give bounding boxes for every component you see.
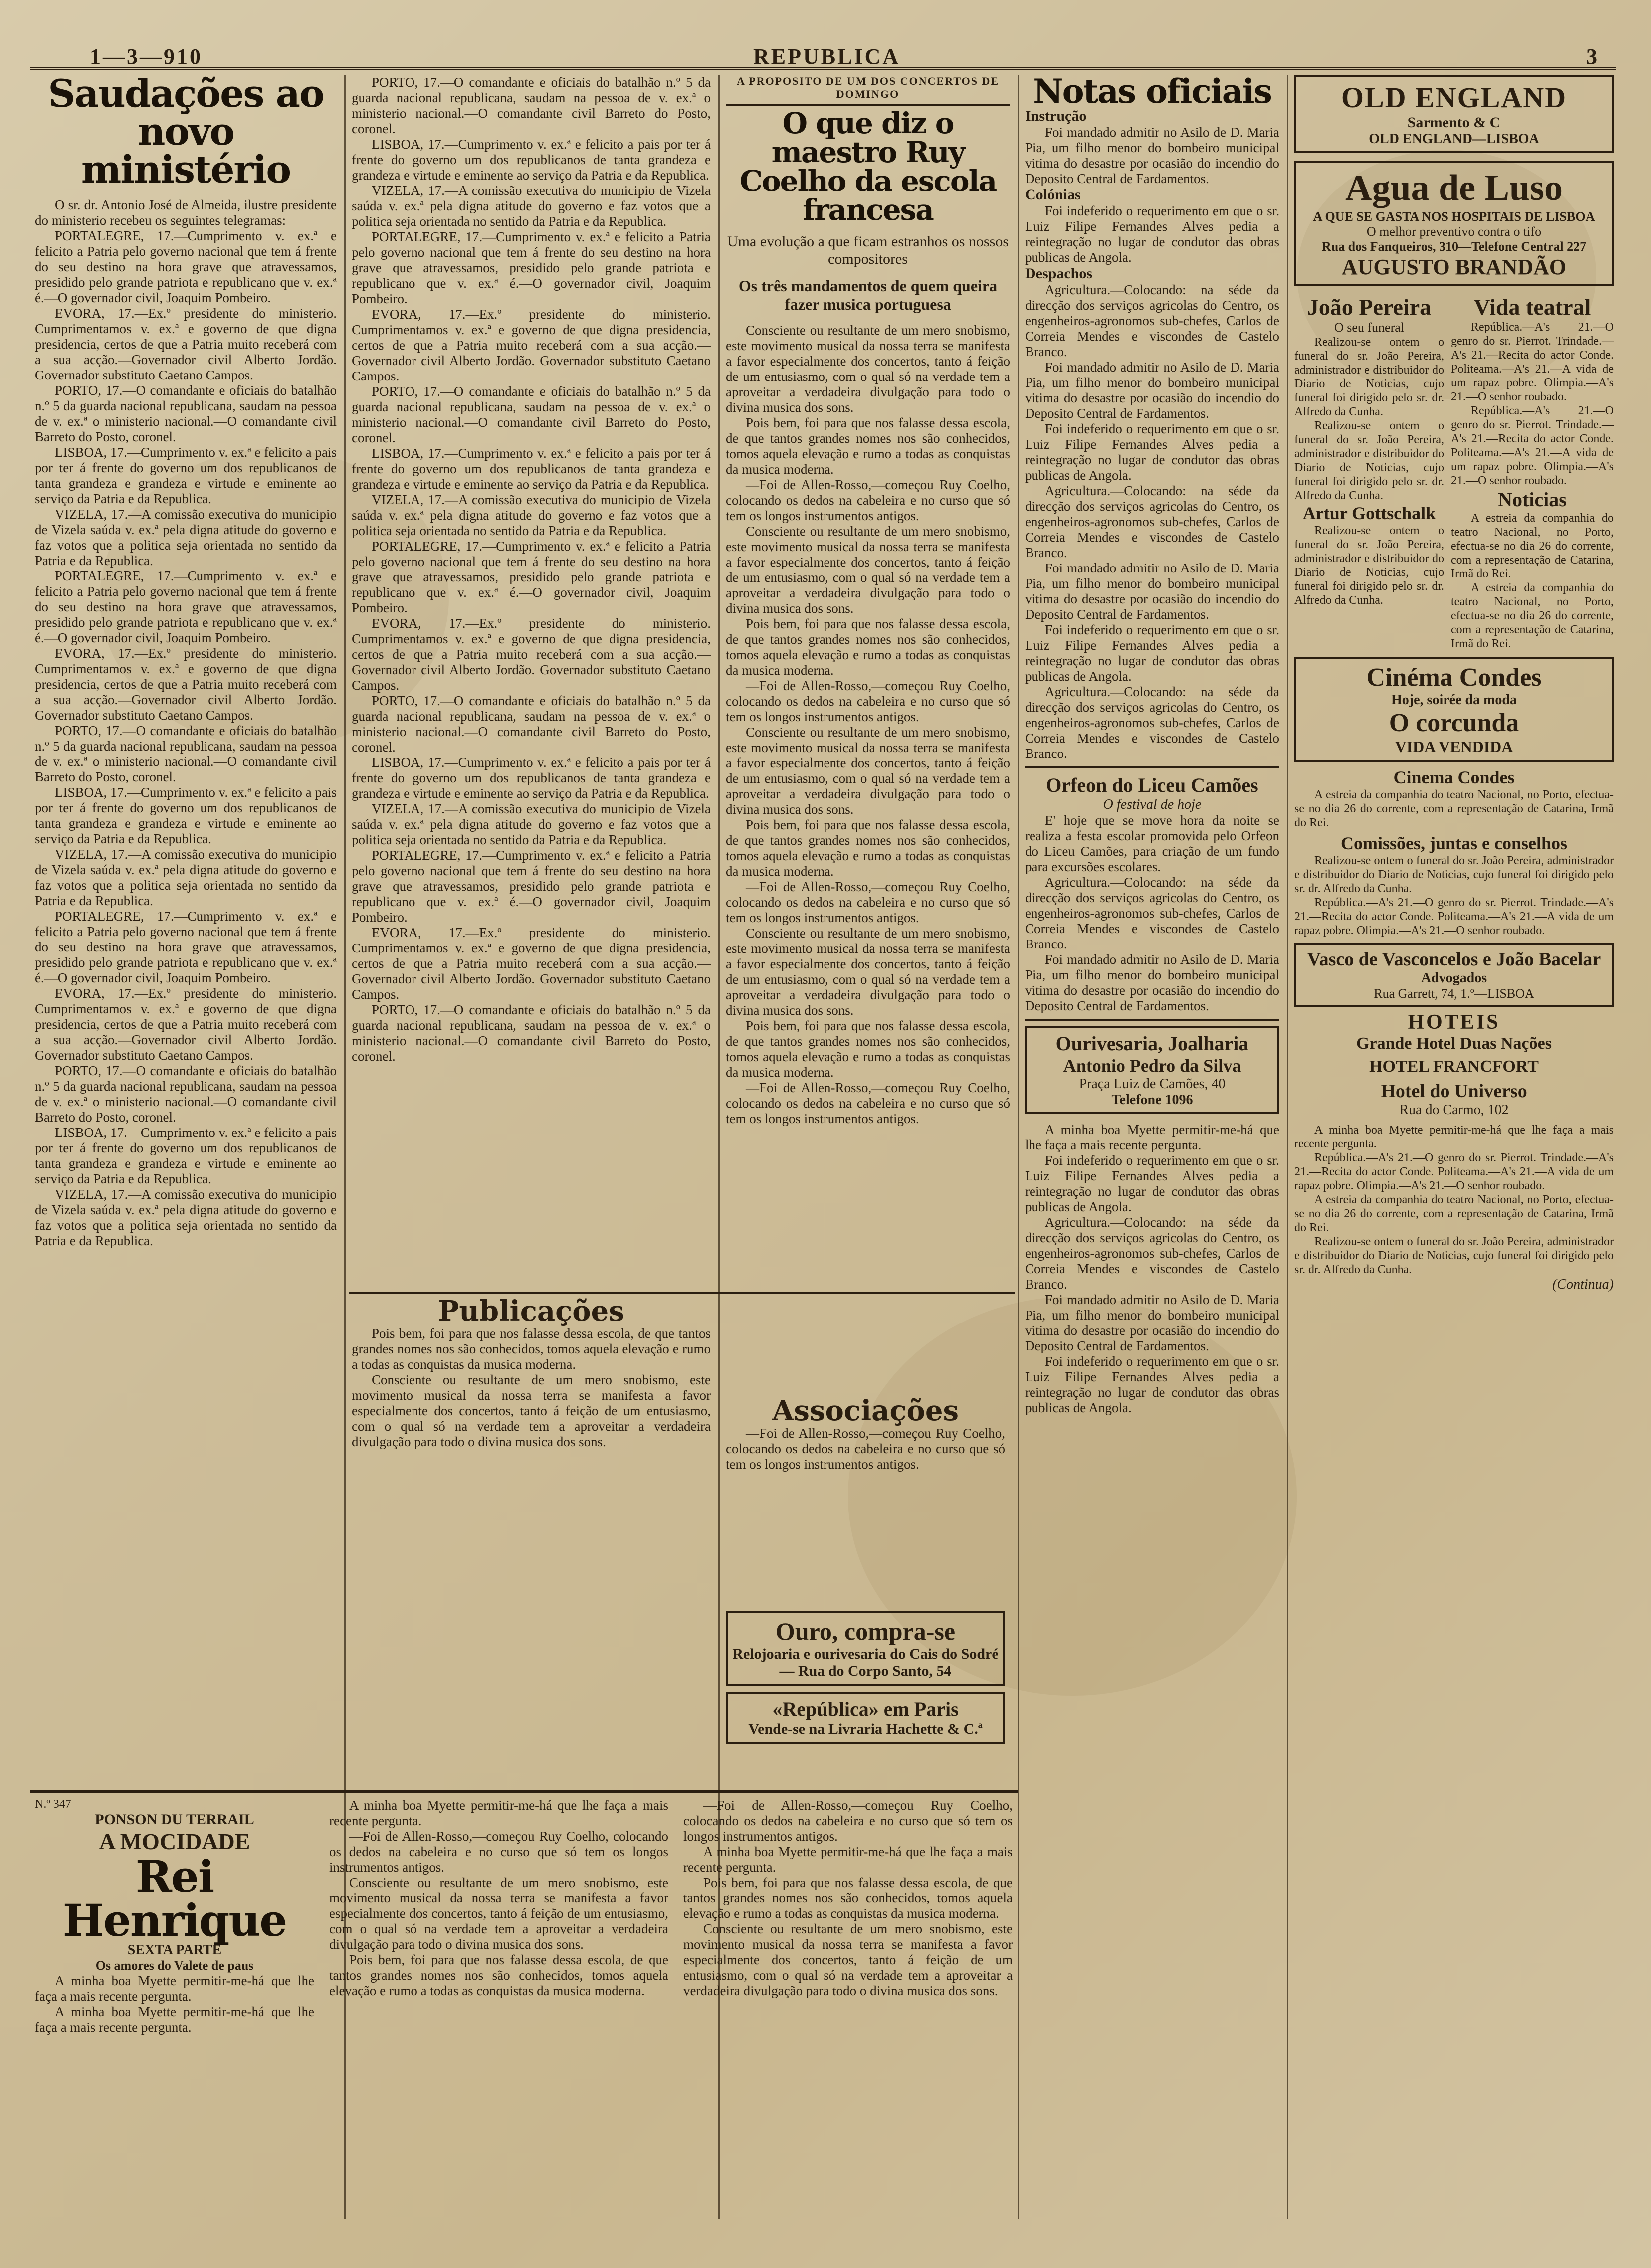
rule	[1025, 766, 1279, 768]
article-paragraph: EVORA, 17.—Ex.º presidente do ministerio. Cumprimentamos v. ex.ª e governo de que digna presidencia, certos de que a Patria muito receberá com a sua acção.—Governador civil Alberto Jordão. Governador substituto Caetano Campos.	[35, 986, 337, 1063]
ourives-phone: Telefone 1096	[1111, 1092, 1193, 1108]
article-paragraph: Consciente ou resultante de um mero snobismo, este movimento musical da nossa terra se manifesta a favor especialmente dos concertos, tanto á feição de um entusiasmo, com o qual só na verdade tem a aproveitar a verdadeira divulgação para todo o divina musica dos sons.	[726, 724, 1010, 817]
article-paragraph: Pois bem, foi para que nos falasse dessa escola, de que tantos grandes nomes nos são conhecidos, tomos aquela elevação e rumo a todas as conquistas da musica moderna.	[726, 1018, 1010, 1080]
ad-ourivesaria	[1025, 1026, 1279, 1114]
article-paragraph: PORTO, 17.—O comandante e oficiais do batalhão n.º 5 da guarda nacional republicana, saudam na pessoa de v. ex.ª o ministerio nacional.—O comandante civil Barreto do Posto, coronel.	[35, 383, 337, 444]
article-paragraph: LISBOA, 17.—Cumprimento v. ex.ª e felicito a pais por ter á frente do governo um dos republicanos de tanta grandeza e grandeza e virtude e eminente ao serviço da Patria e da Republica.	[35, 445, 337, 506]
artur-title: Artur Gottschalk	[1302, 503, 1436, 523]
article-kicker: A PROPOSITO DE UM DOS CONCERTOS DE DOMINGO	[736, 75, 1000, 100]
vasco-title: Vasco de Vasconcelos e João Bacelar	[1307, 949, 1601, 970]
column-5	[1294, 75, 1614, 2219]
cinema-line-1: Hoje, soirée da moda	[1391, 692, 1517, 708]
article-paragraph: Realizou-se ontem o funeral do sr. João Pereira, administrador e distribuidor do Diario de Noticias, cujo funeral foi dirigido pelo sr. dr. Alfredo da Cunha.	[1294, 854, 1614, 895]
folhetim-rule	[30, 1790, 1018, 1793]
folhetim-col-2	[329, 1798, 668, 2035]
headline-saudacoes: Saudações ao novo ministério	[48, 75, 324, 191]
publicacoes-title: Publicações	[438, 1297, 624, 1327]
header-paper-name: REPUBLICA	[753, 44, 901, 69]
article-paragraph: PORTALEGRE, 17.—Cumprimento v. ex.ª e felicito a Patria pelo governo nacional que tem á frente do seu destino na hora grave que atravessamos, presidido pelo grande patriota e republicano que v. ex.ª é.—O governador civil, Joaquim Pombeiro.	[35, 228, 337, 305]
article-paragraph: —Foi de Allen-Rosso,—começou Ruy Coelho, colocando os dedos na cabeleira e no curso que só tem os longos instrumentos antigos.	[683, 1798, 1013, 1844]
paris-text: Vende-se na Livraria Hachette & C.ª	[748, 1721, 983, 1737]
ad-republica-paris	[726, 1692, 1005, 1744]
article-lead: O sr. dr. Antonio José de Almeida, ilustre presidente do ministerio recebeu os seguintes telegramas:	[35, 197, 337, 228]
article-paragraph: —Foi de Allen-Rosso,—começou Ruy Coelho, colocando os dedos na cabeleira e no curso que só tem os longos instrumentos antigos.	[726, 1080, 1010, 1126]
article-paragraph: EVORA, 17.—Ex.º presidente do ministerio. Cumprimentamos v. ex.ª e governo de que digna presidencia, certos de que a Patria muito receberá com a sua acção.—Governador civil Alberto Jordão. Governador substituto Caetano Campos.	[35, 306, 337, 382]
article-paragraph: Agricultura.—Colocando: na séde da direcção dos serviços agricolas do Centro, os engenheiros-agronomos sub-chefes, Carlos de Correia Mendes e viscondes de Castelo Branco.	[1025, 483, 1279, 560]
ad-old-england-brand: Sarmento & C	[1407, 114, 1501, 131]
article-paragraph: —Foi de Allen-Rosso,—começou Ruy Coelho, colocando os dedos na cabeleira e no curso que só tem os longos instrumentos antigos.	[726, 477, 1010, 523]
ad-old-england-title: OLD ENGLAND	[1341, 81, 1567, 114]
folhetim-number: N.º 347	[35, 1798, 71, 1811]
luso-line-4: AUGUSTO BRANDÃO	[1341, 255, 1567, 279]
article-paragraph: E' hoje que se move hora da noite se realiza a festa escolar promovida pelo Orfeon do Liceu Camões, para criação de um fundo para excursões escolares.	[1025, 813, 1279, 874]
publicacoes-block	[352, 1297, 711, 1576]
article-paragraph: Pois bem, foi para que nos falasse dessa escola, de que tantos grandes nomes nos são conhecidos, tomos aquela elevação e rumo a todas as conquistas da musica moderna.	[726, 616, 1010, 678]
ouro-block	[726, 1611, 1005, 1775]
article-paragraph: Consciente ou resultante de um mero snobismo, este movimento musical da nossa terra se manifesta a favor especialmente dos concertos, tanto á feição de um entusiasmo, com o qual só na verdade tem a aproveitar a verdadeira divulgação para todo o divina musica dos sons.	[726, 925, 1010, 1018]
article-paragraph: A estreia da companhia do teatro Nacional, no Porto, efectua-se no dia 26 do corrente, com a representação de Catarina, Irmã do Rei.	[1451, 581, 1614, 650]
vida-block	[1451, 294, 1614, 651]
header-date: 1—3—910	[90, 44, 203, 69]
ourives-address: Praça Luiz de Camões, 40	[1079, 1076, 1226, 1092]
jp-block	[1294, 294, 1444, 651]
article-paragraph: Pois bem, foi para que nos falasse dessa escola, de que tantos grandes nomes nos são conhecidos, tomos aquela elevação e rumo a todas as conquistas da musica moderna.	[726, 817, 1010, 879]
article-paragraph: PORTO, 17.—O comandante e oficiais do batalhão n.º 5 da guarda nacional republicana, saudam na pessoa de v. ex.ª o ministerio nacional.—O comandante civil Barreto do Posto, coronel.	[35, 1063, 337, 1125]
article-paragraph: VIZELA, 17.—A comissão executiva do municipio de Vizela saúda v. ex.ª pela digna atitude do governo e faz votos que a politica seja orientada no sentido da Patria e da Republica.	[35, 507, 337, 568]
associacoes-title: Associações	[772, 1396, 959, 1427]
article-paragraph: A estreia da companhia do teatro Nacional, no Porto, efectua-se no dia 26 do corrente, com a representação de Catarina, Irmã do Rei.	[1294, 788, 1614, 829]
ad-cinema-condes	[1294, 657, 1614, 762]
article-subhead: Os três mandamentos de quem queira fazer musica portuguesa	[738, 277, 998, 313]
article-paragraph: Foi mandado admitir no Asilo de D. Maria Pia, um filho menor do bombeiro municipal vitima do desastre por ocasião do incendio do Deposito Central de Fardamentos.	[1025, 561, 1279, 622]
column-3	[726, 75, 1010, 1361]
hoteis-title: HOTEIS	[1408, 1011, 1500, 1034]
ad-agua-de-luso	[1294, 161, 1614, 286]
paris-title: «República» em Paris	[772, 1698, 959, 1720]
article-paragraph: A minha boa Myette permitir-me-há que lhe faça a mais recente pergunta.	[35, 2004, 314, 2035]
column-2	[352, 75, 711, 1282]
folhetim-part: SEXTA PARTE	[127, 1942, 222, 1958]
article-paragraph: PORTALEGRE, 17.—Cumprimento v. ex.ª e felicito a Patria pelo governo nacional que tem á frente do seu destino na hora grave que atravessamos, presidido pelo grande patriota e republicano que v. ex.ª é.—O governador civil, Joaquim Pombeiro.	[352, 539, 711, 615]
article-paragraph: Agricultura.—Colocando: na séde da direcção dos serviços agricolas do Centro, os engenheiros-agronomos sub-chefes, Carlos de Correia Mendes e viscondes de Castelo Branco.	[1025, 875, 1279, 951]
article-paragraph: Foi indeferido o requerimento em que o sr. Luiz Filipe Fernandes Alves pedia a reintegração no lugar de condutor das obras publicas de Angola.	[1025, 1153, 1279, 1214]
jp-subtitle: O seu funeral	[1334, 320, 1405, 335]
article-paragraph: Realizou-se ontem o funeral do sr. João Pereira, administrador e distribuidor do Diario de Noticias, cujo funeral foi dirigido pelo sr. dr. Alfredo da Cunha.	[1294, 336, 1444, 418]
article-paragraph: Foi indeferido o requerimento em que o sr. Luiz Filipe Fernandes Alves pedia a reintegração no lugar de condutor das obras publicas de Angola.	[1025, 203, 1279, 265]
article-paragraph: Foi mandado admitir no Asilo de D. Maria Pia, um filho menor do bombeiro municipal vitima do desastre por ocasião do incendio do Deposito Central de Fardamentos.	[1025, 952, 1279, 1013]
orfeon-subtitle: O festival de hoje	[1103, 797, 1202, 812]
page-header	[30, 41, 1616, 70]
article-paragraph: Consciente ou resultante de um mero snobismo, este movimento musical da nossa terra se manifesta a favor especialmente dos concertos, tanto á feição de um entusiasmo, com o qual só na verdade tem a aproveitar a verdadeira divulgação para todo o divina musica dos sons.	[726, 523, 1010, 616]
article-paragraph: LISBOA, 17.—Cumprimento v. ex.ª e felicito a pais por ter á frente do governo um dos republicanos de tanta grandeza e grandeza e virtude e eminente ao serviço da Patria e da Republica.	[35, 785, 337, 846]
article-paragraph: LISBOA, 17.—Cumprimento v. ex.ª e felicito a pais por ter á frente do governo um dos republicanos de tanta grandeza e grandeza e virtude e eminente ao serviço da Patria e da Republica.	[352, 137, 711, 183]
article-paragraph: A minha boa Myette permitir-me-há que lhe faça a mais recente pergunta.	[1025, 1122, 1279, 1152]
noticias-title: Noticias	[1498, 488, 1567, 511]
luso-title: Agua de Luso	[1345, 168, 1563, 208]
article-paragraph: Foi indeferido o requerimento em que o sr. Luiz Filipe Fernandes Alves pedia a reintegração no lugar de condutor das obras publicas de Angola.	[1025, 622, 1279, 684]
column-1	[35, 75, 337, 1282]
article-paragraph: Consciente ou resultante de um mero snobismo, este movimento musical da nossa terra se manifesta a favor especialmente dos concertos, tanto á feição de um entusiasmo, com o qual só na verdade tem a aproveitar a verdadeira divulgação para todo o divina musica dos sons.	[329, 1875, 668, 1952]
ouro-text: Relojoaria e ourivesaria do Cais do Sodré — Rua do Corpo Santo, 54	[732, 1646, 999, 1679]
article-paragraph: —Foi de Allen-Rosso,—começou Ruy Coelho, colocando os dedos na cabeleira e no curso que só tem os longos instrumentos antigos.	[726, 678, 1010, 724]
article-paragraph: Pois bem, foi para que nos falasse dessa escola, de que tantos grandes nomes nos são conhecidos, tomos aquela elevação e rumo a todas as conquistas da musica moderna.	[329, 1952, 668, 1998]
ourives-name: Antonio Pedro da Silva	[1063, 1056, 1241, 1076]
section-instrucao: Instrução	[1025, 108, 1087, 124]
hotel-3-address: Rua do Carmo, 102	[1399, 1102, 1509, 1118]
comissoes-title: Comissões, juntas e conselhos	[1340, 833, 1568, 853]
cinema-line-3: VIDA VENDIDA	[1395, 738, 1513, 756]
column-4	[1025, 75, 1279, 2219]
article-paragraph: Foi mandado admitir no Asilo de D. Maria Pia, um filho menor do bombeiro municipal vitima do desastre por ocasião do incendio do Deposito Central de Fardamentos.	[1025, 125, 1279, 186]
article-paragraph: VIZELA, 17.—A comissão executiva do municipio de Vizela saúda v. ex.ª pela digna atitude do governo e faz votos que a politica seja orientada no sentido da Patria e da Republica.	[352, 492, 711, 538]
row-funeral-teatro	[1294, 294, 1614, 651]
headline-ruy-coelho: O que diz o maestro Ruy Coelho da escola francesa	[739, 106, 997, 227]
cinema2-title: Cinema Condes	[1393, 767, 1515, 787]
article-paragraph: A minha boa Myette permitir-me-há que lhe faça a mais recente pergunta.	[1294, 1124, 1614, 1150]
luso-line-1: A QUE SE GASTA NOS HOSPITAIS DE LISBOA	[1313, 209, 1595, 224]
folhetim-title-2: Rei Henrique	[62, 1851, 287, 1946]
article-paragraph: A minha boa Myette permitir-me-há que lhe faça a mais recente pergunta.	[35, 1973, 314, 2004]
article-paragraph: LISBOA, 17.—Cumprimento v. ex.ª e felicito a pais por ter á frente do governo um dos republicanos de tanta grandeza e grandeza e virtude e eminente ao serviço da Patria e da Republica.	[352, 755, 711, 801]
article-paragraph: PORTO, 17.—O comandante e oficiais do batalhão n.º 5 da guarda nacional republicana, saudam na pessoa de v. ex.ª o ministerio nacional.—O comandante civil Barreto do Posto, coronel.	[352, 384, 711, 445]
section-colonias: Colónias	[1025, 187, 1081, 203]
vida-title: Vida teatral	[1473, 294, 1591, 320]
article-paragraph: Agricultura.—Colocando: na séde da direcção dos serviços agricolas do Centro, os engenheiros-agronomos sub-chefes, Carlos de Correia Mendes e viscondes de Castelo Branco.	[1025, 1215, 1279, 1292]
article-paragraph: República.—A's 21.—O genro do sr. Pierrot. Trindade.—A's 21.—Recita do actor Conde. Politeama.—A's 21.—A vida de um rapaz pobre. Olimpia.—A's 21.—O senhor roubado.	[1451, 321, 1614, 403]
article-paragraph: PORTO, 17.—O comandante e oficiais do batalhão n.º 5 da guarda nacional republicana, saudam na pessoa de v. ex.ª o ministerio nacional.—O comandante civil Barreto do Posto, coronel.	[352, 1002, 711, 1064]
ouro-title: Ouro, compra-se	[775, 1617, 956, 1645]
article-paragraph: Agricultura.—Colocando: na séde da direcção dos serviços agricolas do Centro, os engenheiros-agronomos sub-chefes, Carlos de Correia Mendes e viscondes de Castelo Branco.	[1025, 282, 1279, 359]
article-paragraph: VIZELA, 17.—A comissão executiva do municipio de Vizela saúda v. ex.ª pela digna atitude do governo e faz votos que a politica seja orientada no sentido da Patria e da Republica.	[352, 801, 711, 847]
article-paragraph: Foi indeferido o requerimento em que o sr. Luiz Filipe Fernandes Alves pedia a reintegração no lugar de condutor das obras publicas de Angola.	[1025, 421, 1279, 483]
article-paragraph: Foi mandado admitir no Asilo de D. Maria Pia, um filho menor do bombeiro municipal vitima do desastre por ocasião do incendio do Deposito Central de Fardamentos.	[1025, 360, 1279, 421]
article-paragraph: Realizou-se ontem o funeral do sr. João Pereira, administrador e distribuidor do Diario de Noticias, cujo funeral foi dirigido pelo sr. dr. Alfredo da Cunha.	[1294, 1235, 1614, 1276]
header-page-number: 3	[1586, 44, 1599, 69]
article-ruy-coelho	[726, 323, 1010, 1127]
article-paragraph: LISBOA, 17.—Cumprimento v. ex.ª e felicito a pais por ter á frente do governo um dos republicanos de tanta grandeza e grandeza e virtude e eminente ao serviço da Patria e da Republica.	[35, 1125, 337, 1186]
article-paragraph: EVORA, 17.—Ex.º presidente do ministerio. Cumprimentamos v. ex.ª e governo de que digna presidencia, certos de que a Patria muito receberá com a sua acção.—Governador civil Alberto Jordão. Governador substituto Caetano Campos.	[352, 616, 711, 693]
article-paragraph: Consciente ou resultante de um mero snobismo, este movimento musical da nossa terra se manifesta a favor especialmente dos concertos, tanto á feição de um entusiasmo, com o qual só na verdade tem a aproveitar a verdadeira divulgação para todo o divina musica dos sons.	[683, 1921, 1013, 1998]
article-paragraph: Agricultura.—Colocando: na séde da direcção dos serviços agricolas do Centro, os engenheiros-agronomos sub-chefes, Carlos de Correia Mendes e viscondes de Castelo Branco.	[1025, 684, 1279, 761]
cinema-title: Cinéma Condes	[1366, 663, 1542, 692]
article-paragraph: VIZELA, 17.—A comissão executiva do municipio de Vizela saúda v. ex.ª pela digna atitude do governo e faz votos que a politica seja orientada no sentido da Patria e da Republica.	[35, 1187, 337, 1248]
column-rule	[1018, 75, 1019, 2219]
article-paragraph: Pois bem, foi para que nos falasse dessa escola, de que tantos grandes nomes nos são conhecidos, tomos aquela elevação e rumo a todas as conquistas da musica moderna.	[352, 1325, 711, 1372]
article-paragraph: Foi indeferido o requerimento em que o sr. Luiz Filipe Fernandes Alves pedia a reintegração no lugar de condutor das obras publicas de Angola.	[1025, 1354, 1279, 1415]
article-paragraph: A estreia da companhia do teatro Nacional, no Porto, efectua-se no dia 26 do corrente, com a representação de Catarina, Irmã do Rei.	[1294, 1193, 1614, 1234]
folhetim-subtitle: Os amores do Valete de paus	[95, 1958, 254, 1973]
folhetim-col-3	[683, 1798, 1013, 2035]
article-paragraph: —Foi de Allen-Rosso,—começou Ruy Coelho, colocando os dedos na cabeleira e no curso que só tem os longos instrumentos antigos.	[726, 1425, 1005, 1472]
article-paragraph: Realizou-se ontem o funeral do sr. João Pereira, administrador e distribuidor do Diario de Noticias, cujo funeral foi dirigido pelo sr. dr. Alfredo da Cunha.	[1294, 419, 1444, 502]
article-paragraph: Pois bem, foi para que nos falasse dessa escola, de que tantos grandes nomes nos são conhecidos, tomos aquela elevação e rumo a todas as conquistas da musica moderna.	[683, 1875, 1013, 1921]
rule	[1025, 1019, 1279, 1021]
article-paragraph: República.—A's 21.—O genro do sr. Pierrot. Trindade.—A's 21.—Recita do actor Conde. Politeama.—A's 21.—A vida de um rapaz pobre. Olimpia.—A's 21.—O senhor roubado.	[1294, 1151, 1614, 1192]
article-paragraph: VIZELA, 17.—A comissão executiva do municipio de Vizela saúda v. ex.ª pela digna atitude do governo e faz votos que a politica seja orientada no sentido da Patria e da Republica.	[352, 183, 711, 229]
ad-vasco	[1294, 943, 1614, 1007]
article-paragraph: —Foi de Allen-Rosso,—começou Ruy Coelho, colocando os dedos na cabeleira e no curso que só tem os longos instrumentos antigos.	[329, 1829, 668, 1875]
article-paragraph: República.—A's 21.—O genro do sr. Pierrot. Trindade.—A's 21.—Recita do actor Conde. Politeama.—A's 21.—A vida de um rapaz pobre. Olimpia.—A's 21.—O senhor roubado.	[1451, 404, 1614, 487]
folhetim-author: PONSON DU TERRAIL	[95, 1811, 254, 1828]
article-paragraph: PORTALEGRE, 17.—Cumprimento v. ex.ª e felicito a Patria pelo governo nacional que tem á frente do seu destino na hora grave que atravessamos, presidido pelo grande patriota e republicano que v. ex.ª é.—O governador civil, Joaquim Pombeiro.	[35, 909, 337, 985]
article-paragraph: Consciente ou resultante de um mero snobismo, este movimento musical da nossa terra se manifesta a favor especialmente dos concertos, tanto á feição de um entusiasmo, com o qual só na verdade tem a aproveitar a verdadeira divulgação para todo o divina musica dos sons.	[726, 322, 1010, 415]
article-saudacoes	[35, 197, 337, 1249]
vasco-line-1: Advogados	[1421, 970, 1487, 986]
article-paragraph: PORTO, 17.—O comandante e oficiais do batalhão n.º 5 da guarda nacional republicana, saudam na pessoa de v. ex.ª o ministerio nacional.—O comandante civil Barreto do Posto, coronel.	[352, 75, 711, 136]
article-paragraph: EVORA, 17.—Ex.º presidente do ministerio. Cumprimentamos v. ex.ª e governo de que digna presidencia, certos de que a Patria muito receberá com a sua acção.—Governador civil Alberto Jordão. Governador substituto Caetano Campos.	[35, 646, 337, 723]
orfeon-title: Orfeon do Liceu Camões	[1046, 774, 1258, 796]
column-rule	[1287, 75, 1288, 2219]
luso-line-2: O melhor preventivo contra o tifo	[1366, 224, 1542, 239]
article-paragraph: A minha boa Myette permitir-me-há que lhe faça a mais recente pergunta.	[683, 1844, 1013, 1875]
article-paragraph: Foi mandado admitir no Asilo de D. Maria Pia, um filho menor do bombeiro municipal vitima do desastre por ocasião do incendio do Deposito Central de Fardamentos.	[1025, 1292, 1279, 1353]
article-paragraph: Consciente ou resultante de um mero snobismo, este movimento musical da nossa terra se manifesta a favor especialmente dos concertos, tanto á feição de um entusiasmo, com o qual só na verdade tem a aproveitar a verdadeira divulgação para todo o divina musica dos sons.	[352, 1372, 711, 1449]
luso-line-3: Rua dos Fanqueiros, 310—Telefone Central 227	[1321, 239, 1587, 254]
article-paragraph: Realizou-se ontem o funeral do sr. João Pereira, administrador e distribuidor do Diario de Noticias, cujo funeral foi dirigido pelo sr. dr. Alfredo da Cunha.	[1294, 524, 1444, 607]
vasco-line-2: Rua Garrett, 74, 1.º—LISBOA	[1374, 986, 1534, 1001]
hotel-2: HOTEL FRANCFORT	[1369, 1057, 1539, 1076]
article-paragraph: PORTALEGRE, 17.—Cumprimento v. ex.ª e felicito a Patria pelo governo nacional que tem á frente do seu destino na hora grave que atravessamos, presidido pelo grande patriota e republicano que v. ex.ª é.—O governador civil, Joaquim Pombeiro.	[352, 229, 711, 306]
folhetim-title-1: A MOCIDADE	[99, 1829, 250, 1854]
article-paragraph: —Foi de Allen-Rosso,—começou Ruy Coelho, colocando os dedos na cabeleira e no curso que só tem os longos instrumentos antigos.	[726, 879, 1010, 925]
associacoes-block	[726, 1396, 1005, 1606]
article-paragraph: VIZELA, 17.—A comissão executiva do municipio de Vizela saúda v. ex.ª pela digna atitude do governo e faz votos que a politica seja orientada no sentido da Patria e da Republica.	[35, 847, 337, 908]
ad-ouro	[726, 1611, 1005, 1686]
ourives-title: Ourivesaria, Joalharia	[1055, 1032, 1249, 1055]
ad-old-england	[1294, 75, 1614, 153]
article-saudacoes-cont	[352, 75, 711, 1064]
jp-title: João Pereira	[1307, 294, 1432, 320]
folhetim-col-1	[35, 1798, 314, 2035]
continua-label: (Continua)	[1552, 1277, 1614, 1292]
ad-old-england-footer: OLD ENGLAND—LISBOA	[1369, 131, 1539, 147]
hotel-3: Hotel do Universo	[1381, 1081, 1527, 1102]
article-paragraph: Pois bem, foi para que nos falasse dessa escola, de que tantos grandes nomes nos são conhecidos, tomos aquela elevação e rumo a todas as conquistas da musica moderna.	[726, 415, 1010, 477]
section-despachos: Despachos	[1025, 265, 1093, 282]
article-paragraph: EVORA, 17.—Ex.º presidente do ministerio. Cumprimentamos v. ex.ª e governo de que digna presidencia, certos de que a Patria muito receberá com a sua acção.—Governador civil Alberto Jordão. Governador substituto Caetano Campos.	[352, 307, 711, 383]
article-paragraph: República.—A's 21.—O genro do sr. Pierrot. Trindade.—A's 21.—Recita do actor Conde. Politeama.—A's 21.—A vida de um rapaz pobre. Olimpia.—A's 21.—O senhor roubado.	[1294, 896, 1614, 937]
folhetim	[35, 1798, 1013, 2262]
article-deck: Uma evolução a que ficam estranhos os nossos compositores	[727, 233, 1009, 267]
rule	[726, 104, 1010, 106]
headline-notas-oficiais: Notas oficiais	[1033, 75, 1271, 111]
article-paragraph: EVORA, 17.—Ex.º presidente do ministerio. Cumprimentamos v. ex.ª e governo de que digna presidencia, certos de que a Patria muito receberá com a sua acção.—Governador civil Alberto Jordão. Governador substituto Caetano Campos.	[352, 925, 711, 1002]
article-paragraph: A minha boa Myette permitir-me-há que lhe faça a mais recente pergunta.	[329, 1798, 668, 1828]
article-paragraph: LISBOA, 17.—Cumprimento v. ex.ª e felicito a pais por ter á frente do governo um dos republicanos de tanta grandeza e grandeza e virtude e eminente ao serviço da Patria e da Republica.	[352, 446, 711, 492]
article-paragraph: PORTO, 17.—O comandante e oficiais do batalhão n.º 5 da guarda nacional republicana, saudam na pessoa de v. ex.ª o ministerio nacional.—O comandante civil Barreto do Posto, coronel.	[352, 693, 711, 755]
article-paragraph: PORTALEGRE, 17.—Cumprimento v. ex.ª e felicito a Patria pelo governo nacional que tem á frente do seu destino na hora grave que atravessamos, presidido pelo grande patriota e republicano que v. ex.ª é.—O governador civil, Joaquim Pombeiro.	[35, 568, 337, 645]
rule	[349, 1292, 1015, 1294]
article-paragraph: A estreia da companhia do teatro Nacional, no Porto, efectua-se no dia 26 do corrente, com a representação de Catarina, Irmã do Rei.	[1451, 512, 1614, 580]
article-paragraph: PORTO, 17.—O comandante e oficiais do batalhão n.º 5 da guarda nacional republicana, saudam na pessoa de v. ex.ª o ministerio nacional.—O comandante civil Barreto do Posto, coronel.	[35, 723, 337, 784]
hotel-1: Grande Hotel Duas Nações	[1356, 1034, 1552, 1053]
article-paragraph: PORTALEGRE, 17.—Cumprimento v. ex.ª e felicito a Patria pelo governo nacional que tem á frente do seu destino na hora grave que atravessamos, presidido pelo grande patriota e republicano que v. ex.ª é.—O governador civil, Joaquim Pombeiro.	[352, 848, 711, 925]
cinema-line-2: O corcunda	[1389, 709, 1519, 737]
